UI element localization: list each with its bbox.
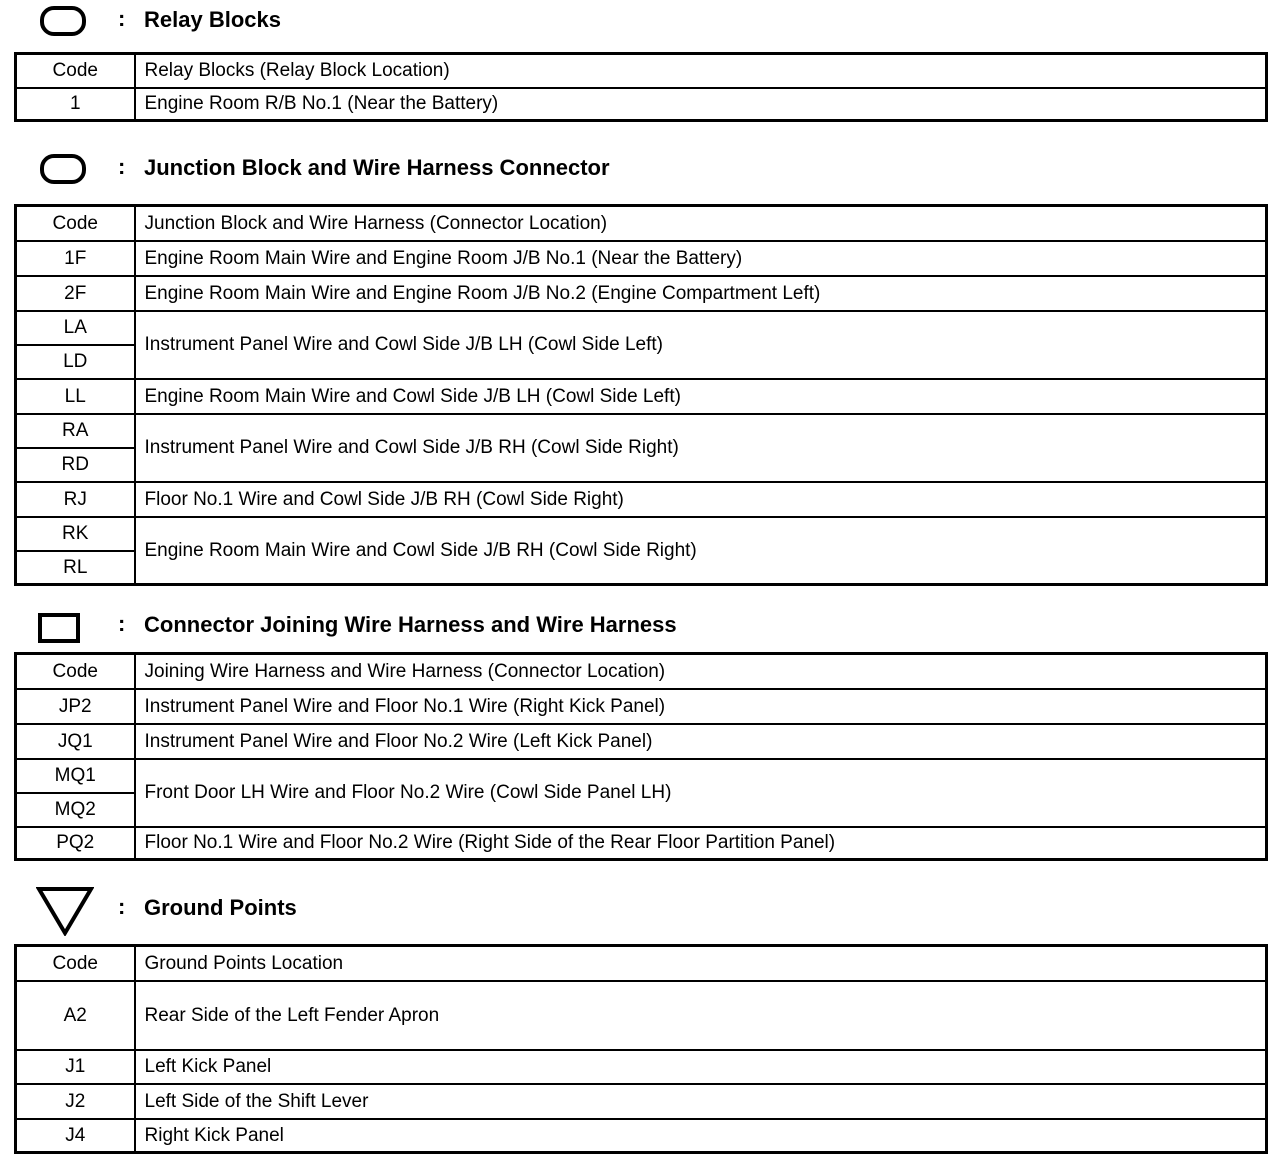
code-cell: RL xyxy=(16,551,135,585)
code-cell: A2 xyxy=(16,981,135,1050)
table-row xyxy=(16,241,1267,276)
heading-colon: : xyxy=(118,894,126,919)
location-header: Ground Points Location xyxy=(135,946,1267,981)
section-heading-connector-joining xyxy=(0,604,1280,648)
location-header: Joining Wire Harness and Wire Harness (Connector Location) xyxy=(135,654,1267,689)
junction-block-table xyxy=(14,204,1268,586)
location-header: Relay Blocks (Relay Block Location) xyxy=(135,54,1267,88)
section-title: Junction Block and Wire Harness Connector xyxy=(144,155,610,180)
code-cell: J2 xyxy=(16,1084,135,1119)
table-row xyxy=(16,414,1267,448)
location-cell: Engine Room Main Wire and Cowl Side J/B LH (Cowl Side Left) xyxy=(135,379,1267,414)
code-cell: RK xyxy=(16,517,135,551)
code-header: Code xyxy=(16,54,135,88)
code-cell: MQ2 xyxy=(16,793,135,827)
code-header: Code xyxy=(16,654,135,689)
location-cell: Instrument Panel Wire and Cowl Side J/B LH (Cowl Side Left) xyxy=(135,311,1267,379)
code-header: Code xyxy=(16,946,135,981)
code-cell: RA xyxy=(16,414,135,448)
table-row xyxy=(16,1050,1267,1084)
location-cell: Instrument Panel Wire and Floor No.2 Wire (Left Kick Panel) xyxy=(135,724,1267,759)
table-row xyxy=(16,759,1267,793)
location-cell: Right Kick Panel xyxy=(135,1119,1267,1153)
location-cell: Engine Room Main Wire and Engine Room J/B No.2 (Engine Compartment Left) xyxy=(135,276,1267,311)
code-cell: J1 xyxy=(16,1050,135,1084)
table-row xyxy=(16,88,1267,121)
relay-blocks-table xyxy=(14,52,1268,122)
code-cell: 1F xyxy=(16,241,135,276)
code-cell: 2F xyxy=(16,276,135,311)
table-row xyxy=(16,482,1267,517)
heading-colon: : xyxy=(118,611,126,636)
section-title: Connector Joining Wire Harness and Wire Harness xyxy=(144,612,677,637)
table-row xyxy=(16,1084,1267,1119)
table-row xyxy=(16,1119,1267,1153)
location-cell: Instrument Panel Wire and Floor No.1 Wire (Right Kick Panel) xyxy=(135,689,1267,724)
table-row xyxy=(16,724,1267,759)
table-row xyxy=(16,517,1267,551)
code-cell: RD xyxy=(16,448,135,482)
code-cell: RJ xyxy=(16,482,135,517)
location-cell: Engine Room R/B No.1 (Near the Battery) xyxy=(135,88,1267,121)
location-cell: Instrument Panel Wire and Cowl Side J/B RH (Cowl Side Right) xyxy=(135,414,1267,482)
ground-points-table xyxy=(14,944,1268,1154)
triangle-down-icon xyxy=(36,886,94,936)
rounded-rect-icon xyxy=(40,6,86,36)
location-cell: Floor No.1 Wire and Floor No.2 Wire (Right Side of the Rear Floor Partition Panel) xyxy=(135,827,1267,860)
code-cell: JP2 xyxy=(16,689,135,724)
table-row xyxy=(16,311,1267,345)
table-header-row xyxy=(16,54,1267,88)
rounded-rect-icon xyxy=(40,154,86,184)
table-row xyxy=(16,981,1267,1050)
section-heading-relay-blocks xyxy=(0,0,1280,44)
table-row xyxy=(16,276,1267,311)
code-cell: LD xyxy=(16,345,135,379)
section-title: Ground Points xyxy=(144,895,297,920)
location-cell: Left Side of the Shift Lever xyxy=(135,1084,1267,1119)
rectangle-icon xyxy=(38,613,80,643)
heading-colon: : xyxy=(118,6,126,31)
code-header: Code xyxy=(16,206,135,241)
table-row xyxy=(16,689,1267,724)
location-cell: Engine Room Main Wire and Cowl Side J/B RH (Cowl Side Right) xyxy=(135,517,1267,585)
location-cell: Floor No.1 Wire and Cowl Side J/B RH (Cowl Side Right) xyxy=(135,482,1267,517)
location-header: Junction Block and Wire Harness (Connector Location) xyxy=(135,206,1267,241)
code-cell: LA xyxy=(16,311,135,345)
code-cell: LL xyxy=(16,379,135,414)
section-heading-ground-points xyxy=(0,884,1280,938)
table-row xyxy=(16,379,1267,414)
code-cell: J4 xyxy=(16,1119,135,1153)
section-title: Relay Blocks xyxy=(144,7,281,32)
code-cell: MQ1 xyxy=(16,759,135,793)
code-cell: PQ2 xyxy=(16,827,135,860)
code-cell: 1 xyxy=(16,88,135,121)
heading-colon: : xyxy=(118,154,126,179)
section-heading-junction-block xyxy=(0,148,1280,192)
location-cell: Rear Side of the Left Fender Apron xyxy=(135,981,1267,1050)
table-header-row xyxy=(16,654,1267,689)
table-header-row xyxy=(16,206,1267,241)
code-cell: JQ1 xyxy=(16,724,135,759)
location-cell: Front Door LH Wire and Floor No.2 Wire (Cowl Side Panel LH) xyxy=(135,759,1267,827)
location-cell: Left Kick Panel xyxy=(135,1050,1267,1084)
location-cell: Engine Room Main Wire and Engine Room J/B No.1 (Near the Battery) xyxy=(135,241,1267,276)
table-header-row xyxy=(16,946,1267,981)
connector-joining-table xyxy=(14,652,1268,861)
table-row xyxy=(16,827,1267,860)
